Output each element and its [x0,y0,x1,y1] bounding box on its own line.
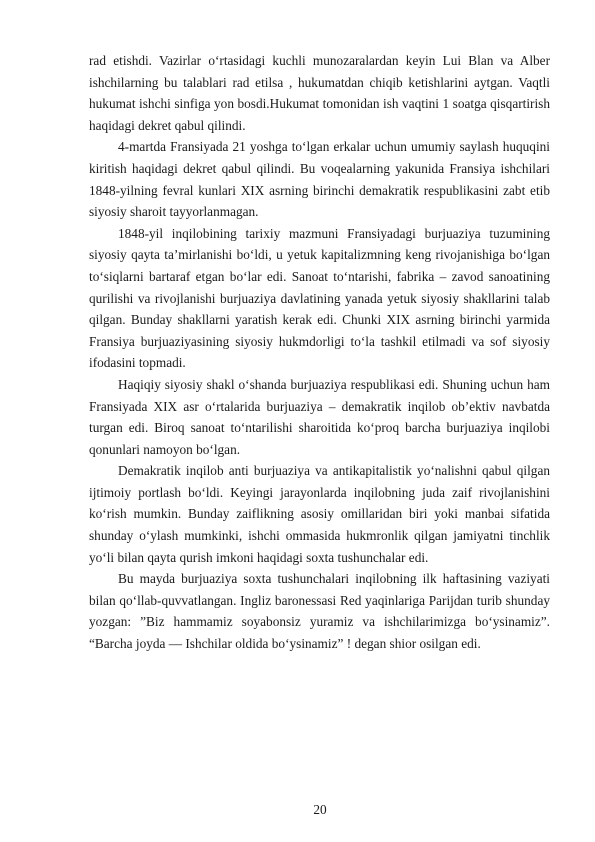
page-number: 20 [313,802,327,817]
paragraph: Haqiqiy siyosiy shakl o‘shanda burjuaziya respublikasi edi. Shuning uchun ham Fransiyada XIX asr o‘rtalarida burjuaziya – demakratik inqilob ob’ektiv navbatda turgan edi. Biroq sanoat to‘ntarilishi sharoitida ko‘proq barcha burjuaziya inqilobi qonunlari namoyon bo‘lgan. [89,376,550,457]
paragraph: 4-martda Fransiyada 21 yoshga to‘lgan erkalar uchun umumiy saylash huquqini kiritish haqidagi dekret qabul qilindi. Bu voqealarning yakunida Fransiya ishchilari 1848-yilning fevral kunlari XIX asrning birinchi demakratik respublikasini zabt etib siyosiy sharoit tayyorlanmagan. [89,139,550,220]
body-text [89,50,550,655]
paragraph: Bu mayda burjuaziya soxta tushunchalari inqilobning ilk haftasining vaziyati bilan qo‘llab-quvvatlangan. Ingliz baronessasi Red yaqinlariga Parijdan turib shunday yozgan: ”Biz hammamiz soyabonsiz yuramiz va ishchilarimizga bo‘ysinamiz”. “Barcha joyda — Ishchilar oldida bo‘ysinamiz” ! degan shior osilgan edi. [89,571,550,652]
paragraph: rad etishdi. Vazirlar o‘rtasidagi kuchli munozaralardan keyin Lui Blan va Alber ishchilarning bu talablari rad etilsa , hukumatdan chiqib ketishlarini aytgan. Vaqtli hukumat ishchi sinfiga yon bosdi.Hukumat tomonidan ish vaqtini 1 soatga qisqartirish haqidagi dekret qabul qilindi. [89,53,550,133]
paragraph: Demakratik inqilob anti burjuaziya va antikapitalistik yo‘nalishni qabul qilgan ijtimoiy portlash bo‘ldi. Keyingi jarayonlarda inqilobning juda zaif rivojlanishini ko‘rish mumkin. Bunday zaiflikning asosiy omillaridan biri yoki manbai sifatida shunday o‘ylash mumkinki, ishchi ommasida hukmronlik qilgan jamiyatni tinchlik yo‘li bilan qayta qurish imkoni haqidagi soxta tushunchalar edi. [89,463,550,565]
paragraph: 1848-yil inqilobining tarixiy mazmuni Fransiyadagi burjuaziya tuzumining siyosiy qayta ta’mirlanishi bo‘ldi, u yetuk kapitalizmning keng rivojanishiga bo‘lgan to‘siqlarni bartaraf etgan bo‘lar edi. Sanoat to‘ntarishi, fabrika – zavod sanoatining qurilishi va rivojlanishi burjuaziya davlatining yanada yetuk siyosiy shakllarini talab qilgan. Bunday shakllarni yaratish kerak edi. Chunki XIX asrning birinchi yarmida Fransiya burjuaziyasining siyosiy hukmdorligi to‘la tashkil etilmadi va sof siyosiy ifodasini topmadi. [89,225,550,371]
